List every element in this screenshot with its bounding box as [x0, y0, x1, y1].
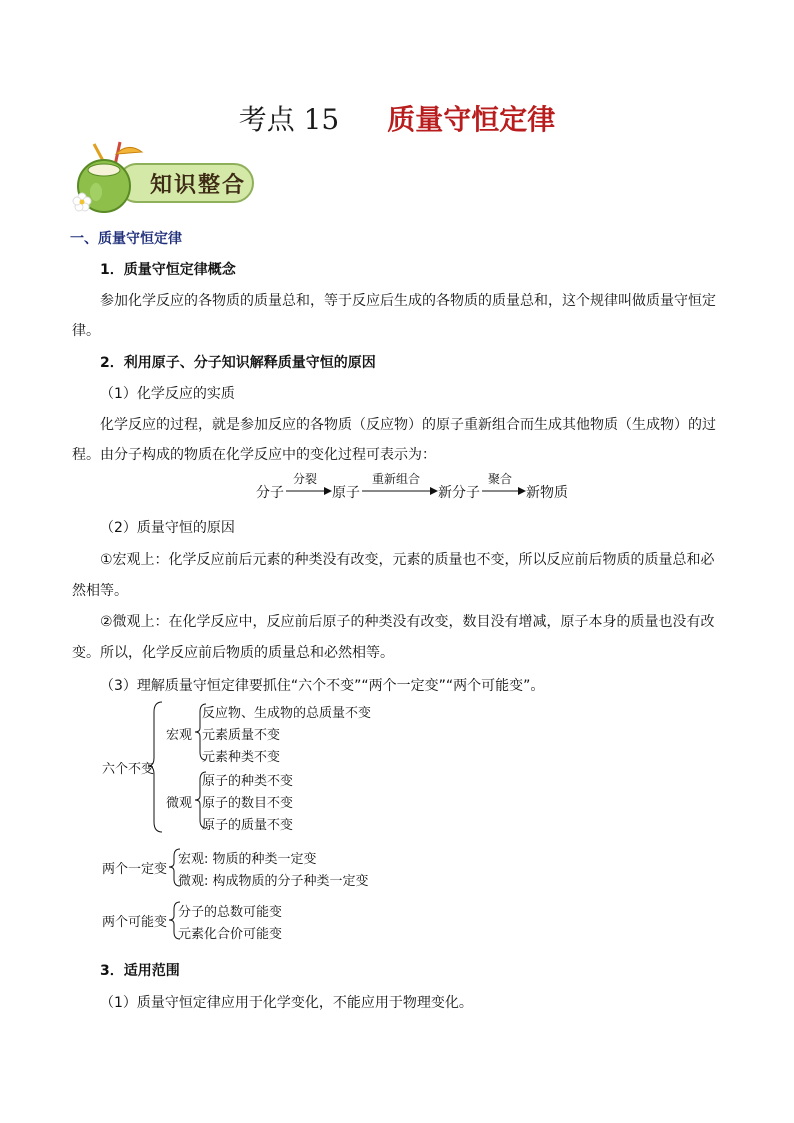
diagram-label: 两个一定变	[102, 862, 168, 877]
flow-node: 原子	[332, 485, 360, 501]
diagram-label: 两个可能变	[102, 915, 168, 930]
item-label: （2）质量守恒的原因	[100, 520, 235, 536]
diagram-label: 六个不变	[102, 762, 155, 777]
reaction-flow	[250, 470, 580, 504]
item-label: （3）理解质量守恒定律要抓住“六个不变”“两个一定变”“两个可能变”。	[100, 678, 545, 694]
banner-label: 知识整合	[150, 173, 247, 198]
section-heading: 一、质量守恒定律	[70, 231, 182, 247]
list-item: 分子的总数可能变	[178, 905, 283, 920]
topic-number: 考点 15	[238, 103, 340, 136]
paragraph-line: 程。由分子构成的物质在化学反应中的变化过程可表示为：	[72, 447, 436, 463]
list-item: 元素化合价可能变	[178, 927, 283, 942]
topic-title: 质量守恒定律	[387, 103, 556, 136]
flow-arrow-icon	[482, 486, 526, 496]
list-item: 微观: 构成物质的分子种类一定变	[178, 874, 369, 889]
paragraph-line: 化学反应的过程，就是参加反应的各物质（反应物）的原子重新组合而生成其他物质（生成物）的过	[100, 417, 716, 433]
flow-node: 新分子	[438, 485, 480, 501]
two-certain-diagram	[96, 846, 426, 890]
paragraph-line: 律。	[72, 323, 100, 339]
six-unchanged-diagram	[96, 698, 426, 838]
item-label: （1）化学反应的实质	[100, 386, 235, 402]
paragraph-line: 变。所以，化学反应前后物质的质量总和必然相等。	[72, 645, 394, 661]
list-item: 原子的数目不变	[202, 796, 294, 811]
flow-arrow-icon	[362, 486, 438, 496]
flow-arrow-icon	[286, 486, 332, 496]
list-item: 原子的质量不变	[202, 818, 294, 833]
sub-heading-1: 1．质量守恒定律概念	[100, 262, 236, 278]
paragraph-line: ①宏观上：化学反应前后元素的种类没有改变，元素的质量也不变，所以反应前后物质的质量总和必	[100, 552, 715, 568]
flow-arrow-label: 聚合	[488, 472, 513, 486]
sub-heading-2: 2．利用原子、分子知识解释质量守恒的原因	[100, 355, 376, 371]
knowledge-banner	[68, 140, 258, 215]
flow-arrow-label: 重新组合	[372, 472, 421, 486]
paragraph-line: 然相等。	[72, 583, 128, 599]
two-possible-diagram	[96, 899, 426, 943]
paragraph-line: ②微观上：在化学反应中，反应前后原子的种类没有改变，数目没有增减，原子本身的质量也没有改	[100, 614, 715, 630]
list-item: 宏观: 物质的种类一定变	[178, 852, 317, 867]
flow-node: 新物质	[526, 485, 568, 501]
list-item: 元素质量不变	[202, 728, 281, 743]
diagram-label: 微观	[166, 796, 193, 811]
paragraph-line: （1）质量守恒定律应用于化学变化，不能应用于物理变化。	[100, 995, 473, 1011]
flow-node: 分子	[256, 485, 284, 501]
paragraph-line: 参加化学反应的各物质的质量总和，等于反应后生成的各物质的质量总和，这个规律叫做质量守恒定	[100, 293, 716, 309]
list-item: 反应物、生成物的总质量不变	[202, 706, 372, 721]
list-item: 原子的种类不变	[202, 774, 294, 789]
flow-arrow-label: 分裂	[293, 472, 318, 486]
list-item: 元素种类不变	[202, 750, 281, 765]
sub-heading-3: 3．适用范围	[100, 963, 180, 979]
diagram-label: 宏观	[166, 728, 193, 743]
page-title	[0, 98, 794, 138]
